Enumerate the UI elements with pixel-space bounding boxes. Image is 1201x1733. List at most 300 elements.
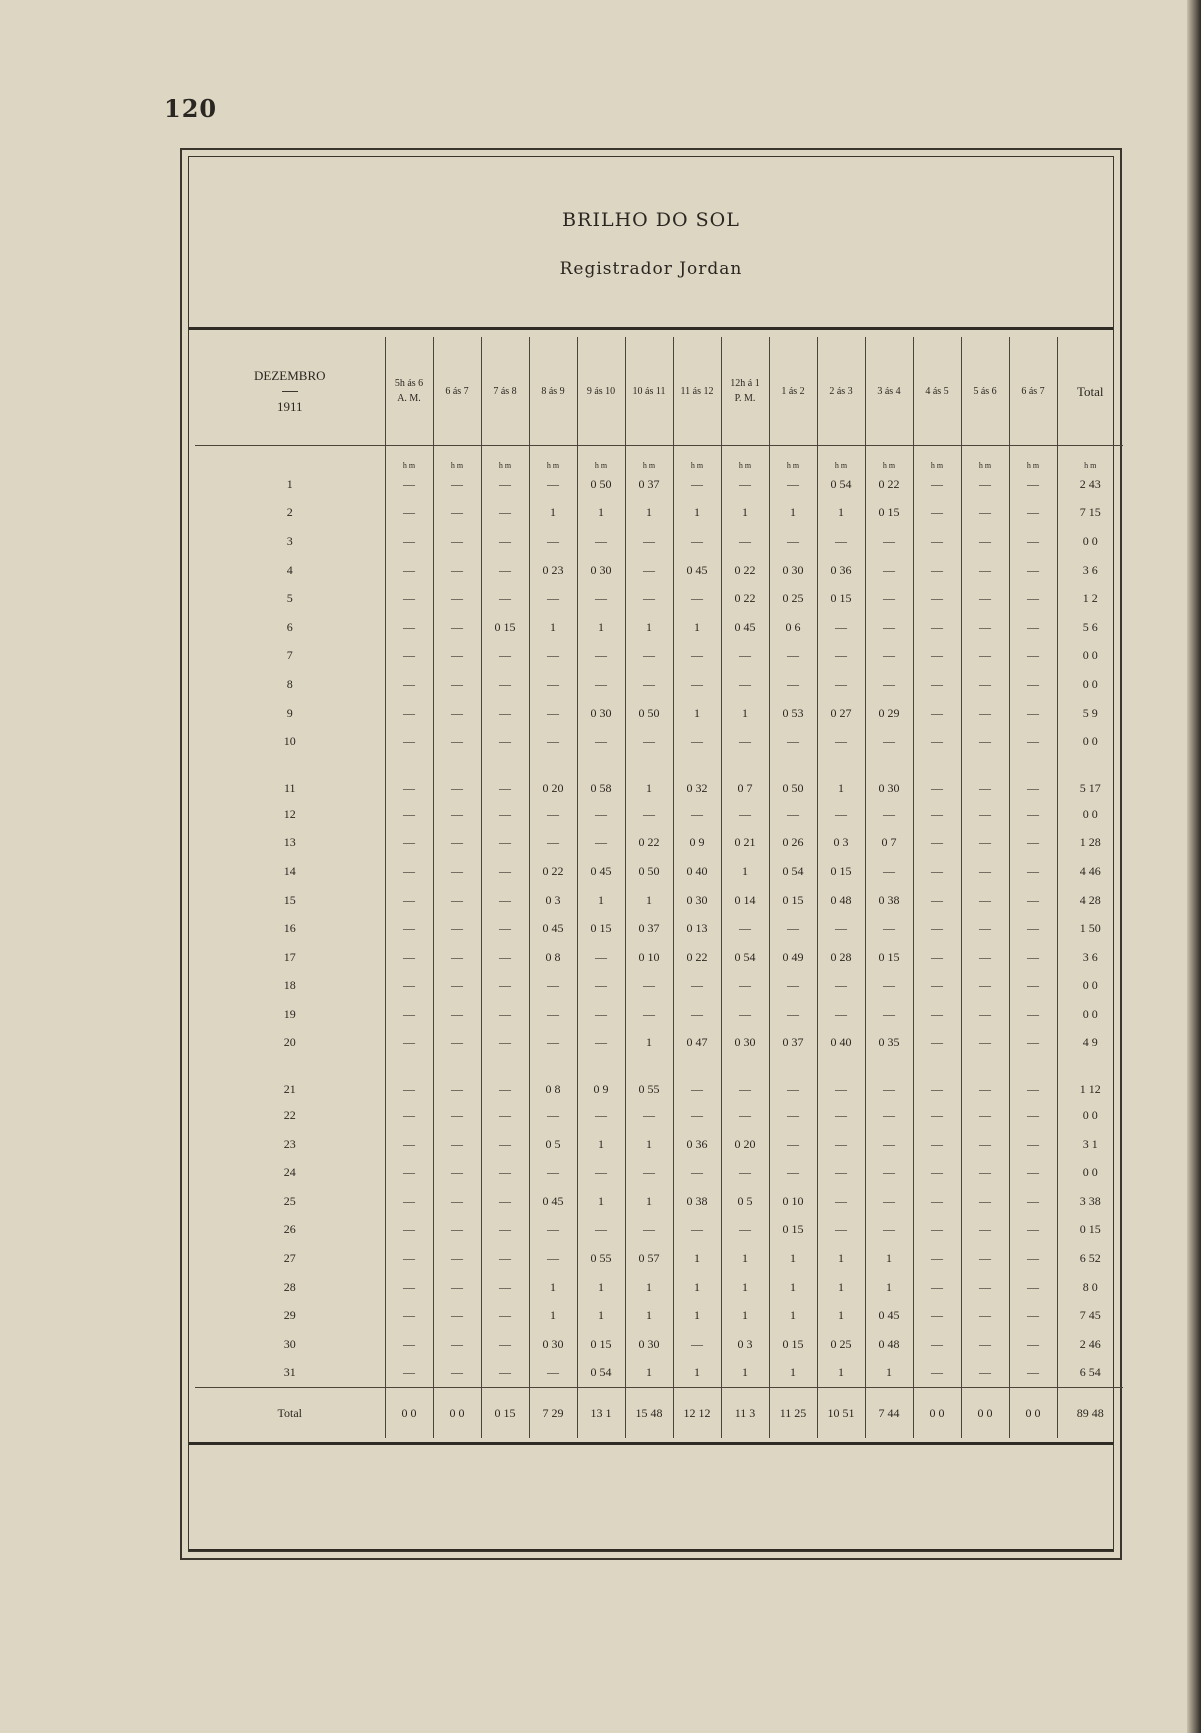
hour-value-cell: — bbox=[769, 1130, 817, 1159]
hour-value-cell: — bbox=[433, 727, 481, 756]
hour-value-cell: 0 45 bbox=[577, 857, 625, 886]
row-total-cell: 6 54 bbox=[1057, 1359, 1123, 1388]
hour-value-cell: — bbox=[721, 972, 769, 1001]
hour-value-cell: 0 15 bbox=[577, 914, 625, 943]
hour-value-cell: — bbox=[1009, 584, 1057, 613]
hour-value-cell: 1 bbox=[817, 1359, 865, 1388]
hour-value-cell: — bbox=[481, 1244, 529, 1273]
hour-value-cell: — bbox=[433, 972, 481, 1001]
hour-value-cell: 1 bbox=[577, 1130, 625, 1159]
hour-value-cell: — bbox=[577, 1216, 625, 1245]
hour-value-cell: — bbox=[577, 527, 625, 556]
hour-value-cell: 1 bbox=[673, 1273, 721, 1302]
hour-value-cell: — bbox=[625, 800, 673, 829]
hour-value-cell: — bbox=[961, 1158, 1009, 1187]
table-row bbox=[195, 1101, 1123, 1130]
hour-value-cell: — bbox=[433, 613, 481, 642]
hour-value-cell: 0 15 bbox=[817, 584, 865, 613]
hour-value-cell: 0 26 bbox=[769, 829, 817, 858]
hour-value-cell: 1 bbox=[721, 499, 769, 528]
hour-value-cell: 0 58 bbox=[577, 756, 625, 800]
hour-value-cell: 0 20 bbox=[529, 756, 577, 800]
table-row bbox=[195, 470, 1123, 499]
hour-value-cell: 0 35 bbox=[865, 1029, 913, 1058]
hour-value-cell: 0 15 bbox=[481, 613, 529, 642]
hour-value-cell: — bbox=[1009, 556, 1057, 585]
hour-value-cell: — bbox=[961, 613, 1009, 642]
row-total-cell: 0 0 bbox=[1057, 972, 1123, 1001]
hour-value-cell: — bbox=[769, 1057, 817, 1101]
hour-value-cell: 0 54 bbox=[769, 857, 817, 886]
hour-value-cell: — bbox=[961, 972, 1009, 1001]
hour-value-cell: 0 6 bbox=[769, 613, 817, 642]
hour-value-cell: 0 7 bbox=[865, 829, 913, 858]
unit-label: h m bbox=[529, 446, 577, 471]
hour-value-cell: 0 22 bbox=[529, 857, 577, 886]
hour-value-cell: — bbox=[433, 829, 481, 858]
hour-value-cell: — bbox=[865, 613, 913, 642]
hour-value-cell: — bbox=[481, 470, 529, 499]
row-total-cell: 4 46 bbox=[1057, 857, 1123, 886]
hour-value-cell: — bbox=[385, 972, 433, 1001]
hour-value-cell: 0 30 bbox=[529, 1330, 577, 1359]
hour-value-cell: 0 3 bbox=[721, 1330, 769, 1359]
hour-value-cell: — bbox=[529, 1000, 577, 1029]
hour-value-cell: 0 50 bbox=[625, 699, 673, 728]
table-row bbox=[195, 1273, 1123, 1302]
hour-value-cell: — bbox=[1009, 1216, 1057, 1245]
unit-label: h m bbox=[625, 446, 673, 471]
hour-value-cell: — bbox=[385, 556, 433, 585]
hour-value-cell: 1 bbox=[625, 1359, 673, 1388]
hour-value-cell: 1 bbox=[721, 699, 769, 728]
hour-value-cell: — bbox=[625, 1216, 673, 1245]
hour-column-header bbox=[625, 337, 673, 446]
hour-value-cell: — bbox=[577, 943, 625, 972]
table-row bbox=[195, 556, 1123, 585]
hour-value-cell: — bbox=[769, 470, 817, 499]
hour-value-cell: — bbox=[913, 642, 961, 671]
hour-value-cell: — bbox=[1009, 800, 1057, 829]
hour-value-cell: — bbox=[817, 527, 865, 556]
hour-value-cell: 0 22 bbox=[721, 584, 769, 613]
row-total-cell: 7 15 bbox=[1057, 499, 1123, 528]
hour-column-label: 8 ás 9 bbox=[541, 385, 565, 397]
hour-value-cell: — bbox=[1009, 886, 1057, 915]
hour-value-cell: — bbox=[913, 857, 961, 886]
hour-column-label: 12h á 1 bbox=[730, 378, 760, 389]
column-total-cell: 0 0 bbox=[433, 1388, 481, 1439]
row-total-cell: 0 0 bbox=[1057, 1101, 1123, 1130]
hour-value-cell: — bbox=[481, 556, 529, 585]
hour-value-cell: 1 bbox=[817, 756, 865, 800]
hour-value-cell: 0 53 bbox=[769, 699, 817, 728]
row-total-cell: 0 0 bbox=[1057, 527, 1123, 556]
hour-value-cell: 0 15 bbox=[769, 1330, 817, 1359]
hour-value-cell: — bbox=[865, 727, 913, 756]
hour-value-cell: — bbox=[961, 1273, 1009, 1302]
hour-value-cell: — bbox=[769, 972, 817, 1001]
hour-column-header bbox=[721, 337, 769, 446]
hour-value-cell: — bbox=[961, 914, 1009, 943]
hour-value-cell: — bbox=[721, 800, 769, 829]
column-total-cell: 7 44 bbox=[865, 1388, 913, 1439]
hour-value-cell: 0 40 bbox=[817, 1029, 865, 1058]
hour-value-cell: — bbox=[1009, 829, 1057, 858]
hour-value-cell: 1 bbox=[769, 499, 817, 528]
hour-value-cell: — bbox=[433, 1101, 481, 1130]
hour-value-cell: — bbox=[385, 1359, 433, 1388]
column-total-cell: 0 0 bbox=[913, 1388, 961, 1439]
table-frame bbox=[180, 148, 1122, 1560]
hour-value-cell: 0 30 bbox=[769, 556, 817, 585]
hour-value-cell: — bbox=[529, 1101, 577, 1130]
hour-value-cell: — bbox=[433, 1130, 481, 1159]
hour-value-cell: — bbox=[625, 642, 673, 671]
hour-value-cell: — bbox=[577, 1000, 625, 1029]
hour-value-cell: — bbox=[1009, 972, 1057, 1001]
row-total-cell: 5 17 bbox=[1057, 756, 1123, 800]
unit-label: h m bbox=[769, 446, 817, 471]
hour-value-cell: — bbox=[433, 1029, 481, 1058]
hour-value-cell: — bbox=[385, 829, 433, 858]
hour-value-cell: — bbox=[673, 1101, 721, 1130]
hour-value-cell: 1 bbox=[721, 1273, 769, 1302]
hour-value-cell: 1 bbox=[817, 1273, 865, 1302]
hour-value-cell: — bbox=[961, 642, 1009, 671]
hour-value-cell: 0 47 bbox=[673, 1029, 721, 1058]
row-total-cell: 5 6 bbox=[1057, 613, 1123, 642]
hour-value-cell: 0 48 bbox=[865, 1330, 913, 1359]
table-row bbox=[195, 1244, 1123, 1273]
hour-value-cell: — bbox=[913, 756, 961, 800]
day-cell: 3 bbox=[286, 533, 293, 548]
row-total-cell: 3 6 bbox=[1057, 556, 1123, 585]
day-cell: 14 bbox=[283, 863, 296, 878]
hour-value-cell: 0 3 bbox=[529, 886, 577, 915]
hour-value-cell: — bbox=[913, 943, 961, 972]
hour-value-cell: — bbox=[961, 556, 1009, 585]
hour-value-cell: — bbox=[433, 556, 481, 585]
day-cell: 23 bbox=[283, 1136, 296, 1151]
hour-value-cell: — bbox=[913, 1301, 961, 1330]
hour-value-cell: 0 13 bbox=[673, 914, 721, 943]
hour-column-header bbox=[865, 337, 913, 446]
unit-label: h m bbox=[913, 446, 961, 471]
hour-value-cell: — bbox=[913, 527, 961, 556]
hour-column-header bbox=[529, 337, 577, 446]
hour-value-cell: — bbox=[529, 470, 577, 499]
hour-value-cell: — bbox=[385, 1301, 433, 1330]
hour-value-cell: 0 22 bbox=[721, 556, 769, 585]
hour-value-cell: 0 57 bbox=[625, 1244, 673, 1273]
unit-label: h m bbox=[721, 446, 769, 471]
hour-value-cell: — bbox=[721, 914, 769, 943]
hour-value-cell: 0 45 bbox=[673, 556, 721, 585]
hour-value-cell: — bbox=[481, 527, 529, 556]
hour-value-cell: — bbox=[481, 857, 529, 886]
hour-value-cell: — bbox=[433, 699, 481, 728]
row-total-cell: 3 6 bbox=[1057, 943, 1123, 972]
hour-value-cell: — bbox=[529, 1244, 577, 1273]
page-number: 120 bbox=[164, 94, 218, 123]
hour-value-cell: — bbox=[577, 829, 625, 858]
hour-value-cell: — bbox=[1009, 1158, 1057, 1187]
hour-value-cell: — bbox=[577, 584, 625, 613]
table-row bbox=[195, 1216, 1123, 1245]
day-cell: 13 bbox=[283, 835, 296, 850]
table-row bbox=[195, 914, 1123, 943]
hour-value-cell: — bbox=[913, 499, 961, 528]
hour-value-cell: — bbox=[481, 914, 529, 943]
hour-value-cell: 0 30 bbox=[721, 1029, 769, 1058]
hour-column-header bbox=[961, 337, 1009, 446]
hour-value-cell: — bbox=[481, 699, 529, 728]
day-cell: 20 bbox=[283, 1035, 296, 1050]
hour-value-cell: — bbox=[721, 1158, 769, 1187]
hour-value-cell: 1 bbox=[625, 1273, 673, 1302]
sunshine-table bbox=[195, 337, 1123, 1438]
hour-value-cell: — bbox=[625, 527, 673, 556]
day-cell: 22 bbox=[283, 1108, 296, 1123]
hour-value-cell: — bbox=[1009, 1187, 1057, 1216]
hour-value-cell: — bbox=[481, 670, 529, 699]
hour-value-cell: 0 22 bbox=[673, 943, 721, 972]
hour-value-cell: — bbox=[865, 584, 913, 613]
hour-value-cell: — bbox=[625, 584, 673, 613]
hour-value-cell: 0 30 bbox=[865, 756, 913, 800]
column-total-cell: 11 25 bbox=[769, 1388, 817, 1439]
day-cell: 28 bbox=[283, 1279, 296, 1294]
hour-value-cell: — bbox=[817, 1216, 865, 1245]
hour-value-cell: 1 bbox=[721, 857, 769, 886]
hour-value-cell: 0 55 bbox=[625, 1057, 673, 1101]
unit-label: h m bbox=[433, 446, 481, 471]
day-cell: 27 bbox=[283, 1251, 296, 1266]
hour-value-cell: — bbox=[433, 943, 481, 972]
hour-value-cell: — bbox=[961, 1216, 1009, 1245]
hour-value-cell: — bbox=[961, 499, 1009, 528]
unit-label: h m bbox=[481, 446, 529, 471]
column-total-cell: 11 3 bbox=[721, 1388, 769, 1439]
hour-value-cell: 1 bbox=[625, 1029, 673, 1058]
hour-column-label: 5h ás 6 bbox=[394, 378, 424, 389]
row-total-cell: 0 0 bbox=[1057, 670, 1123, 699]
hour-value-cell: — bbox=[961, 670, 1009, 699]
hour-value-cell: 0 10 bbox=[769, 1187, 817, 1216]
row-total-cell: 0 0 bbox=[1057, 800, 1123, 829]
row-total-cell: 0 15 bbox=[1057, 1216, 1123, 1245]
hour-value-cell: 1 bbox=[769, 1273, 817, 1302]
hour-value-cell: — bbox=[817, 1101, 865, 1130]
hour-value-cell: 1 bbox=[577, 886, 625, 915]
row-total-cell: 0 0 bbox=[1057, 1158, 1123, 1187]
hour-value-cell: 0 10 bbox=[625, 943, 673, 972]
table-row bbox=[195, 1029, 1123, 1058]
hour-column-label: 10 ás 11 bbox=[632, 385, 666, 397]
table-row bbox=[195, 1158, 1123, 1187]
hour-value-cell: — bbox=[865, 972, 913, 1001]
hour-value-cell: — bbox=[769, 914, 817, 943]
hour-value-cell: 0 40 bbox=[673, 857, 721, 886]
hour-value-cell: — bbox=[529, 642, 577, 671]
hour-value-cell: — bbox=[961, 584, 1009, 613]
hour-value-cell: — bbox=[673, 727, 721, 756]
hour-value-cell: — bbox=[1009, 1301, 1057, 1330]
hour-value-cell: — bbox=[673, 642, 721, 671]
table-row bbox=[195, 1301, 1123, 1330]
page-edge bbox=[1187, 0, 1201, 1733]
hour-value-cell: — bbox=[529, 1029, 577, 1058]
hour-value-cell: — bbox=[769, 727, 817, 756]
hour-value-cell: — bbox=[433, 914, 481, 943]
hour-column-label: 9 ás 10 bbox=[586, 385, 616, 397]
hour-value-cell: — bbox=[961, 1330, 1009, 1359]
hour-value-cell: — bbox=[1009, 1359, 1057, 1388]
table-row bbox=[195, 1057, 1123, 1101]
hour-value-cell: — bbox=[1009, 914, 1057, 943]
bottom-rule bbox=[189, 1442, 1113, 1445]
day-cell: 10 bbox=[283, 734, 296, 749]
table-row bbox=[195, 756, 1123, 800]
hour-value-cell: — bbox=[385, 1273, 433, 1302]
table-row bbox=[195, 1187, 1123, 1216]
hour-value-cell: — bbox=[385, 1000, 433, 1029]
unit-row-blank bbox=[195, 446, 385, 471]
hour-value-cell: — bbox=[385, 800, 433, 829]
hour-value-cell: — bbox=[721, 1216, 769, 1245]
hour-value-cell: — bbox=[433, 857, 481, 886]
hour-value-cell: 1 bbox=[577, 499, 625, 528]
day-cell: 16 bbox=[283, 921, 296, 936]
hour-value-cell: — bbox=[481, 829, 529, 858]
hour-value-cell: 0 30 bbox=[577, 556, 625, 585]
unit-row bbox=[195, 446, 1123, 471]
hour-value-cell: — bbox=[913, 727, 961, 756]
hour-value-cell: — bbox=[769, 1158, 817, 1187]
hour-value-cell: — bbox=[481, 499, 529, 528]
hour-value-cell: — bbox=[385, 670, 433, 699]
hour-value-cell: — bbox=[481, 1187, 529, 1216]
hour-value-cell: 0 23 bbox=[529, 556, 577, 585]
hour-value-cell: — bbox=[817, 1130, 865, 1159]
hour-value-cell: — bbox=[913, 1359, 961, 1388]
hour-value-cell: — bbox=[673, 800, 721, 829]
day-cell: 30 bbox=[283, 1336, 296, 1351]
hour-value-cell: — bbox=[961, 800, 1009, 829]
hour-value-cell: — bbox=[769, 642, 817, 671]
table-row bbox=[195, 727, 1123, 756]
hour-value-cell: — bbox=[433, 886, 481, 915]
hour-value-cell: — bbox=[817, 1057, 865, 1101]
hour-value-cell: — bbox=[481, 1158, 529, 1187]
hour-value-cell: 0 50 bbox=[577, 470, 625, 499]
hour-value-cell: 0 15 bbox=[865, 499, 913, 528]
hour-column-label: 6 ás 7 bbox=[445, 385, 469, 397]
hour-value-cell: — bbox=[481, 1000, 529, 1029]
hour-value-cell: — bbox=[721, 1057, 769, 1101]
hour-value-cell: — bbox=[1009, 727, 1057, 756]
hour-value-cell: — bbox=[481, 1029, 529, 1058]
hour-value-cell: — bbox=[385, 1101, 433, 1130]
hour-value-cell: — bbox=[577, 727, 625, 756]
hour-value-cell: — bbox=[913, 1000, 961, 1029]
hour-value-cell: — bbox=[721, 1101, 769, 1130]
hour-value-cell: 1 bbox=[721, 1359, 769, 1388]
hour-value-cell: — bbox=[529, 1158, 577, 1187]
unit-label: h m bbox=[577, 446, 625, 471]
row-total-cell: 1 50 bbox=[1057, 914, 1123, 943]
hour-value-cell: 1 bbox=[577, 1301, 625, 1330]
hour-value-cell: — bbox=[385, 1244, 433, 1273]
hour-value-cell: 0 21 bbox=[721, 829, 769, 858]
hour-value-cell: — bbox=[577, 670, 625, 699]
column-total-cell: 0 0 bbox=[961, 1388, 1009, 1439]
hour-column-label: 7 ás 8 bbox=[493, 385, 517, 397]
hour-value-cell: — bbox=[961, 1359, 1009, 1388]
hour-value-cell: — bbox=[817, 727, 865, 756]
hour-value-cell: — bbox=[577, 642, 625, 671]
hour-column-label: 5 ás 6 bbox=[973, 385, 997, 397]
hour-value-cell: — bbox=[385, 527, 433, 556]
row-total-cell: 2 46 bbox=[1057, 1330, 1123, 1359]
hour-value-cell: — bbox=[481, 1216, 529, 1245]
hour-value-cell: — bbox=[913, 1101, 961, 1130]
hour-value-cell: — bbox=[961, 857, 1009, 886]
hour-value-cell: — bbox=[433, 756, 481, 800]
hour-value-cell: 0 8 bbox=[529, 943, 577, 972]
hour-value-cell: — bbox=[913, 1057, 961, 1101]
table-row bbox=[195, 1130, 1123, 1159]
hour-value-cell: — bbox=[1009, 1101, 1057, 1130]
hour-value-cell: 1 bbox=[769, 1301, 817, 1330]
hour-value-cell: 1 bbox=[625, 499, 673, 528]
hour-value-cell: — bbox=[769, 1101, 817, 1130]
hour-value-cell: — bbox=[433, 1273, 481, 1302]
hour-value-cell: — bbox=[913, 829, 961, 858]
day-cell: 18 bbox=[283, 978, 296, 993]
hour-value-cell: — bbox=[625, 972, 673, 1001]
hour-value-cell: — bbox=[529, 527, 577, 556]
table-frame-inner bbox=[188, 156, 1114, 1552]
hour-value-cell: — bbox=[385, 1158, 433, 1187]
unit-label: h m bbox=[385, 446, 433, 471]
hour-value-cell: 0 55 bbox=[577, 1244, 625, 1273]
hour-value-cell: — bbox=[433, 1330, 481, 1359]
hour-value-cell: — bbox=[577, 1101, 625, 1130]
hour-value-cell: — bbox=[673, 670, 721, 699]
hour-value-cell: — bbox=[673, 1000, 721, 1029]
hour-value-cell: — bbox=[625, 1158, 673, 1187]
hour-value-cell: — bbox=[433, 1359, 481, 1388]
hour-value-cell: — bbox=[433, 1057, 481, 1101]
hour-value-cell: — bbox=[769, 670, 817, 699]
hour-value-cell: — bbox=[865, 1057, 913, 1101]
day-cell: 31 bbox=[283, 1365, 296, 1380]
hour-value-cell: — bbox=[961, 470, 1009, 499]
hour-value-cell: 1 bbox=[865, 1359, 913, 1388]
hour-value-cell: — bbox=[961, 886, 1009, 915]
day-cell: 7 bbox=[286, 648, 293, 663]
hour-value-cell: — bbox=[1009, 1244, 1057, 1273]
hour-value-cell: — bbox=[961, 527, 1009, 556]
hour-value-cell: — bbox=[817, 972, 865, 1001]
hour-value-cell: — bbox=[529, 727, 577, 756]
row-total-cell: 6 52 bbox=[1057, 1244, 1123, 1273]
hour-value-cell: — bbox=[481, 1130, 529, 1159]
hour-value-cell: 0 5 bbox=[529, 1130, 577, 1159]
hour-value-cell: — bbox=[481, 1359, 529, 1388]
